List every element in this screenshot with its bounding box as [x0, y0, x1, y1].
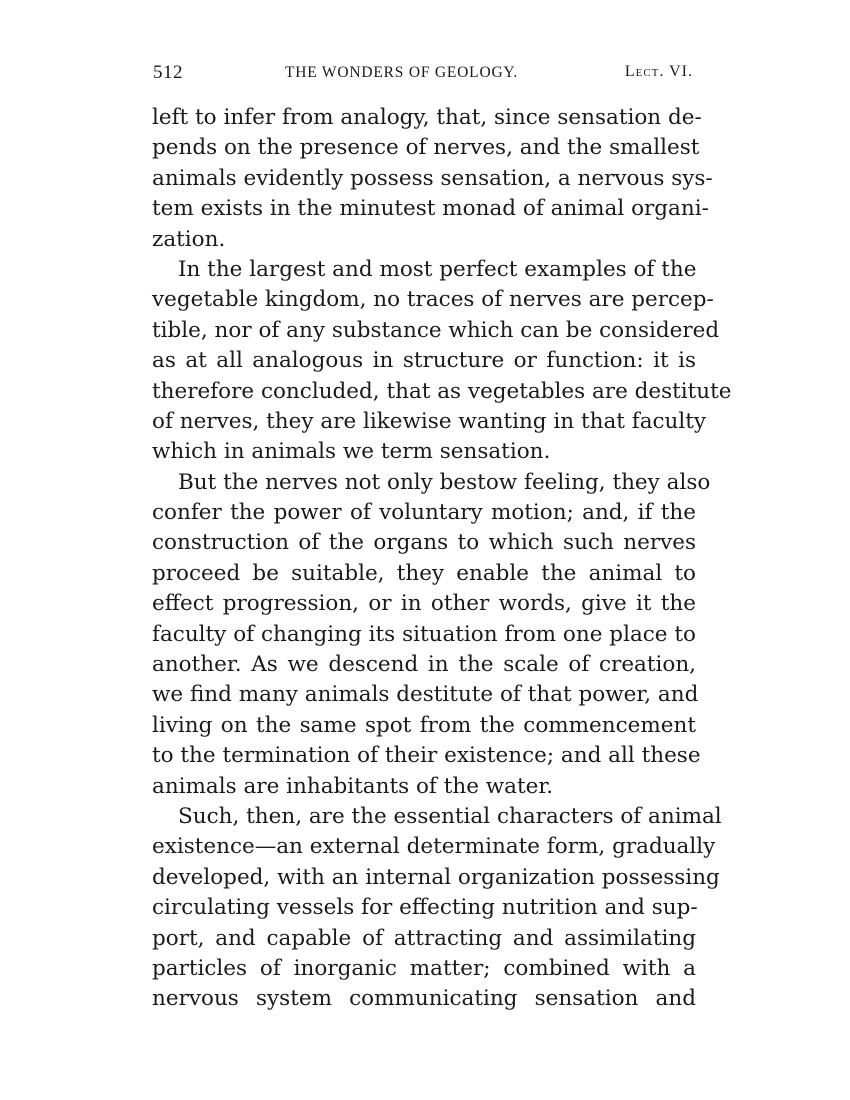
paragraph — [152, 103, 713, 255]
text-line: another. As we descend in the scale of creation, — [152, 652, 696, 678]
text-line: therefore concluded, that as vegetables are destitute — [152, 378, 732, 404]
text-line: tible, nor of any substance which can be considered — [152, 317, 720, 343]
running-head — [153, 62, 693, 84]
text-line: circulating vessels for effecting nutrition and sup- — [152, 895, 698, 921]
text-line: which in animals we term sensation. — [152, 439, 551, 465]
text-line: Such, then, are the essential characters of animal — [178, 803, 722, 829]
text-line: animals are inhabitants of the water. — [152, 773, 554, 799]
text-line: confer the power of voluntary motion; and, if the — [152, 500, 696, 526]
paragraph — [152, 468, 711, 802]
page-number: 512 — [153, 62, 183, 83]
text-line: particles of inorganic matter; combined with a — [152, 955, 696, 981]
text-line: of nerves, they are likewise wanting in that faculty — [152, 408, 707, 434]
text-line: as at all analogous in structure or function: it is — [152, 348, 696, 374]
paragraph — [152, 802, 722, 1015]
text-line: But the nerves not only bestow feeling, they also — [178, 469, 711, 495]
text-line: existence—an external determinate form, gradually — [152, 834, 716, 860]
lecture-label: Lect. VI. — [624, 63, 693, 80]
text-line: pends on the presence of nerves, and the smallest — [152, 135, 700, 161]
text-line: vegetable kingdom, no traces of nerves are percep- — [152, 287, 714, 313]
text-line: In the largest and most perfect examples of the — [178, 256, 697, 282]
text-line: zation. — [152, 226, 226, 252]
text-line: faculty of changing its situation from one place to — [152, 621, 696, 647]
text-line: left to infer from analogy, that, since sensation de- — [152, 105, 702, 130]
book-title: THE WONDERS OF GEOLOGY. — [285, 64, 519, 81]
text-line: living on the same spot from the commencement — [152, 712, 696, 738]
text-line: construction of the organs to which such nerves — [152, 530, 696, 556]
text-line: to the termination of their existence; and all these — [152, 743, 701, 769]
text-line: animals evidently possess sensation, a nervous sys- — [152, 165, 713, 191]
text-line: effect progression, or in other words, give it the — [152, 591, 696, 617]
paragraph — [152, 255, 732, 468]
body-text — [152, 103, 732, 1015]
text-line: developed, with an internal organization possessing — [152, 864, 720, 890]
text-line: tem exists in the minutest monad of animal organi- — [152, 196, 709, 222]
text-line: proceed be suitable, they enable the animal to — [152, 560, 696, 586]
text-line: we find many animals destitute of that power, and — [152, 682, 699, 708]
text-line: port, and capable of attracting and assimilating — [152, 925, 696, 951]
text-line: nervous system communicating sensation and — [152, 986, 696, 1012]
